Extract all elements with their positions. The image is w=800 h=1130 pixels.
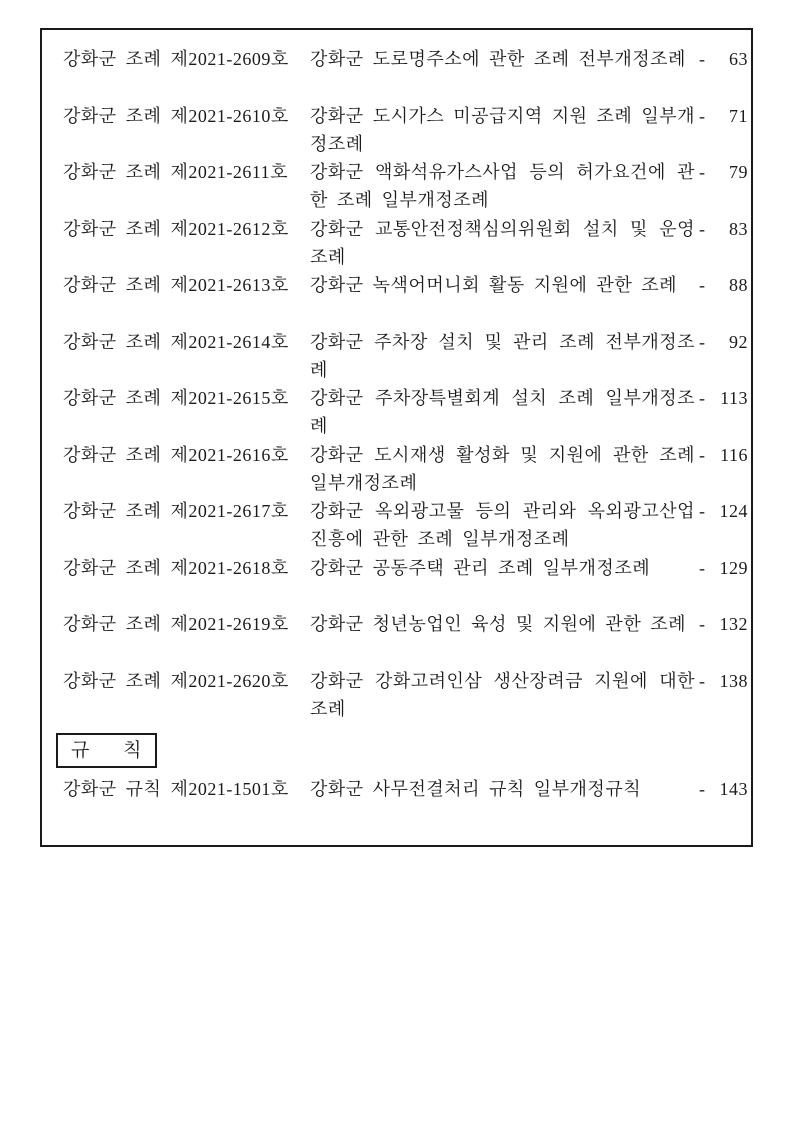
- page-number: 138: [719, 670, 748, 691]
- rules-heading-char: 규: [71, 740, 90, 761]
- page-number: 113: [720, 388, 748, 408]
- rule-number: 강화군 규칙 제2021-1501호: [63, 779, 289, 799]
- ordinance-number: 강화군 조례 제2021-2616호: [63, 444, 289, 465]
- page-ref: [695, 497, 748, 525]
- page-dash: -: [699, 218, 706, 239]
- ordinance-title: 강화군 녹색어머니회 활동 지원에 관한 조례: [310, 275, 677, 295]
- page-ref: [695, 271, 748, 299]
- page-dash: -: [699, 444, 706, 465]
- ordinance-title: 강화군 주차장특별회계 설치 조례 일부개정조례: [310, 388, 695, 436]
- page-dash: -: [699, 614, 706, 634]
- toc-entry: [63, 554, 748, 611]
- page-ref: [695, 328, 748, 356]
- page-number: 92: [729, 331, 748, 352]
- ordinance-number: 강화군 조례 제2021-2617호: [63, 501, 289, 521]
- ordinance-title: 강화군 청년농업인 육성 및 지원에 관한 조례: [310, 614, 686, 634]
- page-ref: [695, 441, 748, 469]
- ordinance-title: 강화군 교통안전정책심의위원회 설치 및 운영 조례: [310, 218, 695, 267]
- ordinance-title: 강화군 도시재생 활성화 및 지원에 관한 조례 일부개정조례: [310, 444, 695, 493]
- page-dash: -: [699, 49, 706, 69]
- ordinance-number: 강화군 조례 제2021-2611호: [63, 162, 289, 182]
- toc-entry: [63, 158, 748, 215]
- page-number: 124: [719, 501, 748, 521]
- ordinance-number: 강화군 조례 제2021-2618호: [63, 557, 289, 578]
- toc-entry: [63, 215, 748, 272]
- ordinance-title: 강화군 강화고려인삼 생산장려금 지원에 대한 조례: [310, 670, 695, 719]
- ordinance-title: 강화군 도시가스 미공급지역 지원 조례 일부개정조례: [310, 105, 695, 154]
- page-dash: -: [699, 105, 706, 126]
- page-dash: -: [699, 388, 706, 408]
- page-dash: -: [699, 557, 706, 578]
- ordinance-number: 강화군 조례 제2021-2619호: [63, 614, 289, 634]
- toc-entry: [63, 775, 748, 832]
- ordinance-number: 강화군 조례 제2021-2613호: [63, 275, 289, 295]
- toc-entry: [63, 328, 748, 385]
- ordinance-title: 강화군 도로명주소에 관한 조례 전부개정조례: [310, 49, 686, 69]
- ordinance-title: 강화군 공동주택 관리 조례 일부개정조례: [310, 557, 651, 578]
- page-number: 132: [719, 614, 748, 634]
- page-number: 88: [729, 275, 748, 295]
- toc-entry: [63, 667, 748, 724]
- page-number: 83: [729, 218, 748, 239]
- ordinance-title: 강화군 주차장 설치 및 관리 조례 전부개정조례: [310, 331, 695, 380]
- page-dash: -: [699, 275, 706, 295]
- page-dash: -: [699, 670, 706, 691]
- page-number: 79: [729, 162, 748, 182]
- toc-entry: [63, 102, 748, 159]
- toc-entry: [63, 384, 748, 441]
- page-number: 63: [729, 49, 748, 69]
- rules-section-heading: [56, 733, 157, 768]
- page-dash: -: [699, 162, 706, 182]
- toc-entry: [63, 45, 748, 102]
- toc-entry: [63, 610, 748, 667]
- page-ref: [695, 215, 748, 243]
- page-ref: [695, 667, 748, 695]
- ordinance-number: 강화군 조례 제2021-2620호: [63, 670, 289, 691]
- page-number: 71: [729, 105, 748, 126]
- page-number: 129: [719, 557, 748, 578]
- page-number: 143: [719, 779, 748, 799]
- page-dash: -: [699, 331, 706, 352]
- page-dash: -: [699, 501, 706, 521]
- toc-entry: [63, 441, 748, 498]
- ordinance-number: 강화군 조례 제2021-2610호: [63, 105, 289, 126]
- page-ref: [695, 384, 748, 412]
- ordinance-title: 강화군 옥외광고물 등의 관리와 옥외광고산업 진흥에 관한 조례 일부개정조례: [310, 501, 695, 549]
- page-number: 116: [720, 444, 748, 465]
- rules-heading-char: 칙: [123, 740, 142, 761]
- document-border-frame: [40, 28, 753, 847]
- ordinance-number: 강화군 조례 제2021-2612호: [63, 218, 289, 239]
- ordinance-number: 강화군 조례 제2021-2609호: [63, 49, 289, 69]
- ordinance-number: 강화군 조례 제2021-2614호: [63, 331, 289, 352]
- ordinance-title: 강화군 액화석유가스사업 등의 허가요건에 관한 조례 일부개정조례: [310, 162, 695, 210]
- page-ref: [695, 158, 748, 186]
- ordinance-number: 강화군 조례 제2021-2615호: [63, 388, 289, 408]
- page-ref: [695, 102, 748, 130]
- rule-title: 강화군 사무전결처리 규칙 일부개정규칙: [310, 779, 642, 799]
- page-ref: [695, 554, 748, 582]
- toc-entry: [63, 271, 748, 328]
- page-dash: -: [699, 779, 706, 799]
- page-ref: [695, 775, 748, 803]
- toc-entry: [63, 497, 748, 554]
- page-ref: [695, 610, 748, 638]
- page-ref: [695, 45, 748, 73]
